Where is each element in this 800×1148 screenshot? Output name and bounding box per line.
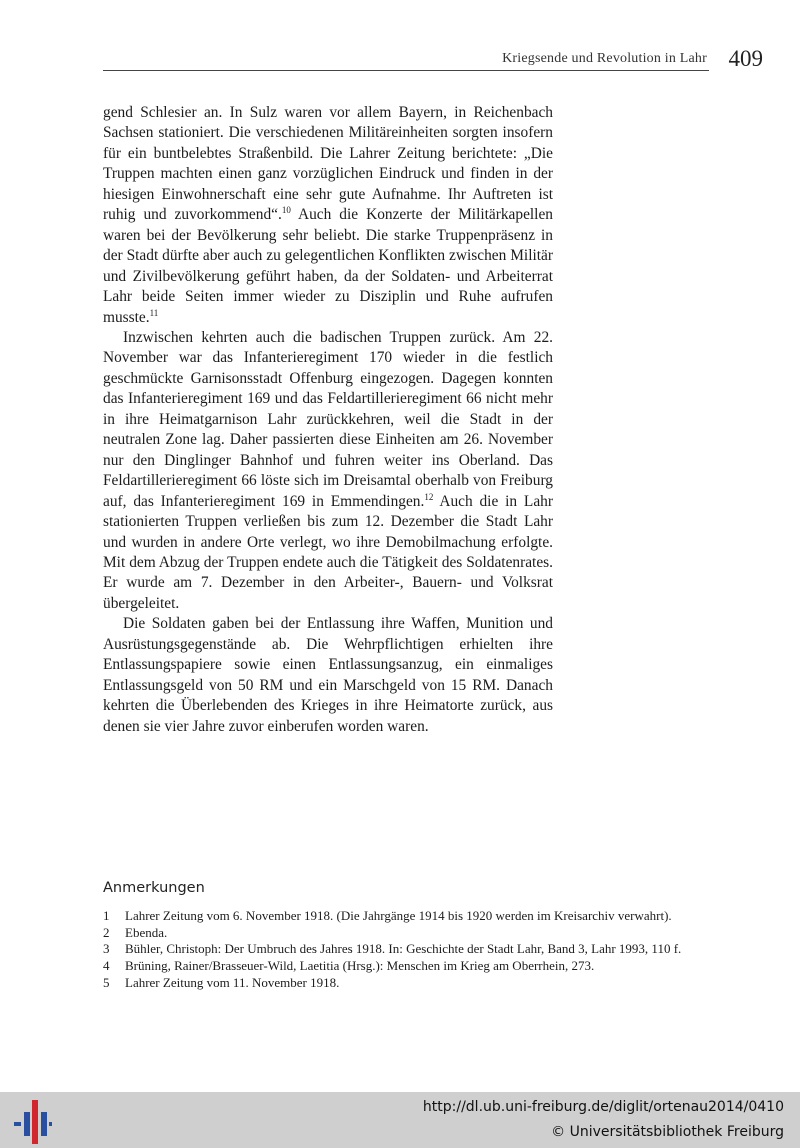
note-text: Brüning, Rainer/Brasseuer-Wild, Laetitia (Hrsg.): Menschen im Krieg am Oberrhein, 273. (125, 958, 595, 974)
footnote-ref-12[interactable]: 12 (424, 491, 434, 502)
note-text: Lahrer Zeitung vom 6. November 1918. (Die Jahrgänge 1914 bis 1920 werden im Kreisarchiv verwahrt). (125, 908, 672, 923)
footnote-ref-10[interactable]: 10 (281, 205, 291, 216)
notes-heading: Anmerkungen (103, 880, 205, 896)
footnote-ref-11[interactable]: 11 (149, 307, 159, 318)
page-number: 409 (728, 46, 763, 71)
note-number: 2 (103, 924, 110, 940)
page-header (103, 48, 763, 72)
document-url-link[interactable]: http://dl.ub.uni-freiburg.de/diglit/ortenau2014/0410 (422, 1099, 784, 1115)
note-item (103, 941, 713, 958)
note-item (103, 958, 713, 975)
note-item (103, 975, 713, 992)
note-text: Ebenda. (125, 924, 168, 940)
note-item (103, 908, 713, 925)
paragraph-3 (103, 614, 553, 737)
paragraph-2-text: Inzwischen kehrten auch die badischen Truppen zurück. Am 22. November war das Infanterieregiment 170 wieder in die festlich geschmückte Garnisonsstadt Offenburg eingezogen. Dagegen konnten das Infanterieregiment 169 und das Feldartillerieregiment 66 nicht mehr in ihre Heimatgarnison Lahr zurückkehren, weil die Stadt in der neutralen Zone lag. Daher passierten diese Einheiten am 26. November nur den Dinglinger Bahnhof und fuhren weiter ins Oberland. Das Feldartillerieregiment 66 löste sich im Dreisamtal oberhalb von Freiburg auf, das Infanterieregiment 169 in Emmendingen. (103, 328, 553, 510)
paragraph-3-text: Die Soldaten gaben bei der Entlassung ihre Waffen, Munition und Ausrüstungsgegenstände ab. Die Wehrpflichtigen erhielten ihre Entlassungspapiere sowie einen Entlassungsanzug, ein einmaliges Entlassungsgeld von 50 RM und ein Marschgeld von 15 RM. Danach kehrten die Überlebenden des Krieges in ihre Heimatorte zurück, aus denen sie vier Jahre zuvor einberufen worden waren. (103, 615, 553, 735)
copyright-notice: © Universitätsbibliothek Freiburg (551, 1124, 784, 1140)
library-logo-icon (12, 1100, 52, 1144)
paragraph-1-text-cont: Auch die Konzerte der Militärkapellen waren bei der Bevölkerung sehr beliebt. Die starke Truppenpräsenz in der Stadt dürfte aber auch zu gelegentlichen Konflikten zwischen Militär und Zivilbevölkerung geführt haben, da der Soldaten- und Arbeiterrat Lahr beide Seiten immer wieder zu Disziplin und Ruhe aufrufen musste. (103, 206, 553, 326)
note-number: 1 (103, 908, 110, 923)
body-text (103, 103, 553, 737)
paragraph-1-text: gend Schlesier an. In Sulz waren vor allem Bayern, in Reichenbach Sachsen stationiert. Die verschiedenen Militäreinheiten sorgten insofern für ein buntbelebtes Straßenbild. Die Lahrer Zeitung berichtete: „Die Truppen machten einen ganz vorzüglichen Eindruck und finden in der hiesigen Einwohnerschaft eine sehr gute Aufnahme. Ihr Auftreten ist ruhig und zuvorkommend“. (103, 104, 553, 224)
note-text: Lahrer Zeitung vom 11. November 1918. (125, 974, 340, 990)
note-number: 3 (103, 941, 110, 957)
library-footer (0, 1092, 800, 1148)
paragraph-2-text-cont: Auch die in Lahr stationierten Truppen verließen bis zum 12. Dezember die Stadt Lahr und wurden in andere Orte verlegt, wo ihre Demobilmachung erfolgte. Mit dem Abzug der Truppen endete auch die Tätigkeit des Soldatenrates. Er wurde am 7. Dezember in den Arbeiter-, Bauern- und Volksrat übergeleitet. (103, 492, 553, 612)
notes-list (103, 908, 713, 992)
note-text: Bühler, Christoph: Der Umbruch des Jahres 1918. In: Geschichte der Stadt Lahr, Band 3, Lahr 1993, 110 f. (125, 941, 682, 957)
header-rule (103, 70, 709, 71)
paragraph-1 (103, 103, 553, 328)
running-title: Kriegsende und Revolution in Lahr (502, 51, 707, 66)
paragraph-2 (103, 328, 553, 614)
note-number: 5 (103, 974, 110, 990)
note-number: 4 (103, 958, 110, 974)
note-item (103, 925, 713, 942)
